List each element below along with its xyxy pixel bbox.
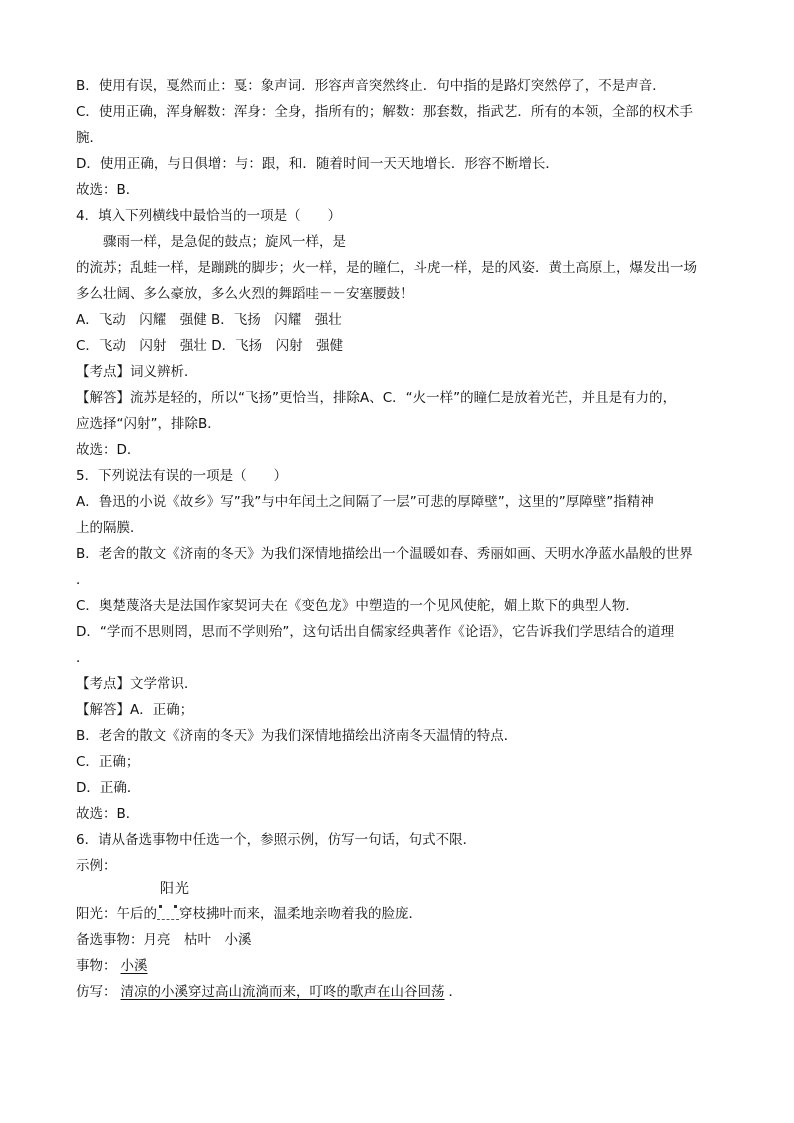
- q4-options-cd: C．飞动 闪射 强壮 D．飞扬 闪射 强健: [76, 338, 344, 354]
- q5-stem: 5．下列说法有误的一项是（ ）: [76, 468, 288, 484]
- q6-candidates: 备选事物：月亮 枯叶 小溪: [76, 932, 252, 948]
- q6-thing-value: 小溪: [120, 958, 148, 974]
- q5-option-b-line1: B．老舍的散文《济南的冬天》为我们深情地描绘出一个温暖如春、秀丽如画、天明水净蓝水晶般的世界: [76, 546, 693, 562]
- q5-answer: 故选：B．: [76, 806, 140, 822]
- q4-passage-line2: 的流苏；乱蛙一样，是蹦跳的脚步；火一样，是的瞳仁，斗虎一样，是的风姿．黄土高原上，爆发出一场: [76, 260, 697, 276]
- q4-jieda-line2: 应选择“闪射”，排除B．: [76, 416, 221, 432]
- q4-kaodian: 【考点】词义辨析．: [76, 364, 198, 380]
- q6-example: [76, 879, 722, 927]
- q5-option-b-line2: ．: [76, 572, 90, 588]
- q6-example-before: 阳光：午后的: [76, 906, 157, 922]
- q5-kaodian: 【考点】文学常识．: [76, 676, 198, 692]
- q4-options-ab: A．飞动 闪耀 强健 B．飞扬 闪耀 强壮: [76, 312, 342, 328]
- q5-option-d-line2: ．: [76, 650, 90, 666]
- q4-passage-line3: 多么壮阔、多么豪放，多么火烈的舞蹈哇－－安塞腰鼓！: [76, 286, 414, 302]
- q6-example-blank: [157, 905, 179, 920]
- q6-imitate-label: 仿写：: [76, 984, 117, 1000]
- q5-jieda-a: 【解答】A．正确；: [76, 702, 194, 718]
- q6-example-label: 示例：: [76, 858, 117, 874]
- q5-option-c: C．奥楚蔑洛夫是法国作家契诃夫在《变色龙》中塑造的一个见风使舵，媚上欺下的典型人物．: [76, 598, 639, 614]
- q3-option-b: B．使用有误，戛然而止：戛：象声词．形容声音突然终止．句中指的是路灯突然停了，不是声音．: [76, 78, 666, 94]
- q3-option-c-line2: 腕．: [76, 130, 103, 146]
- q4-stem: 4．填入下列横线中最恰当的一项是（ ）: [76, 208, 342, 224]
- q5-option-a-line1: A．鲁迅的小说《故乡》写”我”与中年闰土之间隔了一层”可悲的厚障壁”，这里的”厚障壁”指精神: [76, 494, 654, 510]
- q3-option-c-line1: C．使用正确，浑身解数：浑身：全身，指所有的；解数：那套数，指武艺．所有的本领，全部的权术手: [76, 104, 693, 120]
- q4-jieda-line1: 【解答】流苏是轻的，所以“飞扬”更恰当，排除A、C．“火一样”的瞳仁是放着光芒，并且是有力的，: [76, 390, 677, 406]
- q6-thing-row: [76, 953, 722, 979]
- q6-thing-label: 事物：: [76, 958, 117, 974]
- q6-example-sentence: [76, 901, 422, 927]
- q5-jieda-b: B．老舍的散文《济南的冬天》为我们深情地描绘出济南冬天温情的特点．: [76, 728, 518, 744]
- q4-passage-line1: 骤雨一样，是急促的鼓点；旋风一样，是: [103, 234, 346, 250]
- q6-stem: 6．请从备选事物中任选一个，参照示例，仿写一句话，句式不限．: [76, 832, 477, 848]
- q4-answer: 故选：D．: [76, 442, 141, 458]
- q5-jieda-c: C．正确；: [76, 754, 140, 770]
- q6-imitate-value: 清凉的小溪穿过高山流淌而来，叮咚的歌声在山谷回荡: [120, 984, 445, 1000]
- q6-imitate-row: [76, 979, 722, 1005]
- q5-option-d-line1: D．“学而不思则罔，思而不学则殆”，这句话出自儒家经典著作《论语》，它告诉我们学思结合的道理: [76, 624, 675, 640]
- q6-imitate-end: ．: [448, 984, 462, 1000]
- q3-option-d: D．使用正确，与日俱增：与：跟，和．随着时间一天天地增长．形容不断增长．: [76, 156, 559, 172]
- document-content: [76, 73, 722, 1005]
- q6-example-after: 穿枝拂叶而来，温柔地亲吻着我的脸庞．: [179, 906, 422, 922]
- q3-answer: 故选：B．: [76, 182, 140, 198]
- q6-example-annotation: 阳光: [160, 881, 190, 897]
- q5-jieda-d: D．正确．: [76, 780, 141, 796]
- q5-option-a-line2: 上的隔膜．: [76, 520, 144, 536]
